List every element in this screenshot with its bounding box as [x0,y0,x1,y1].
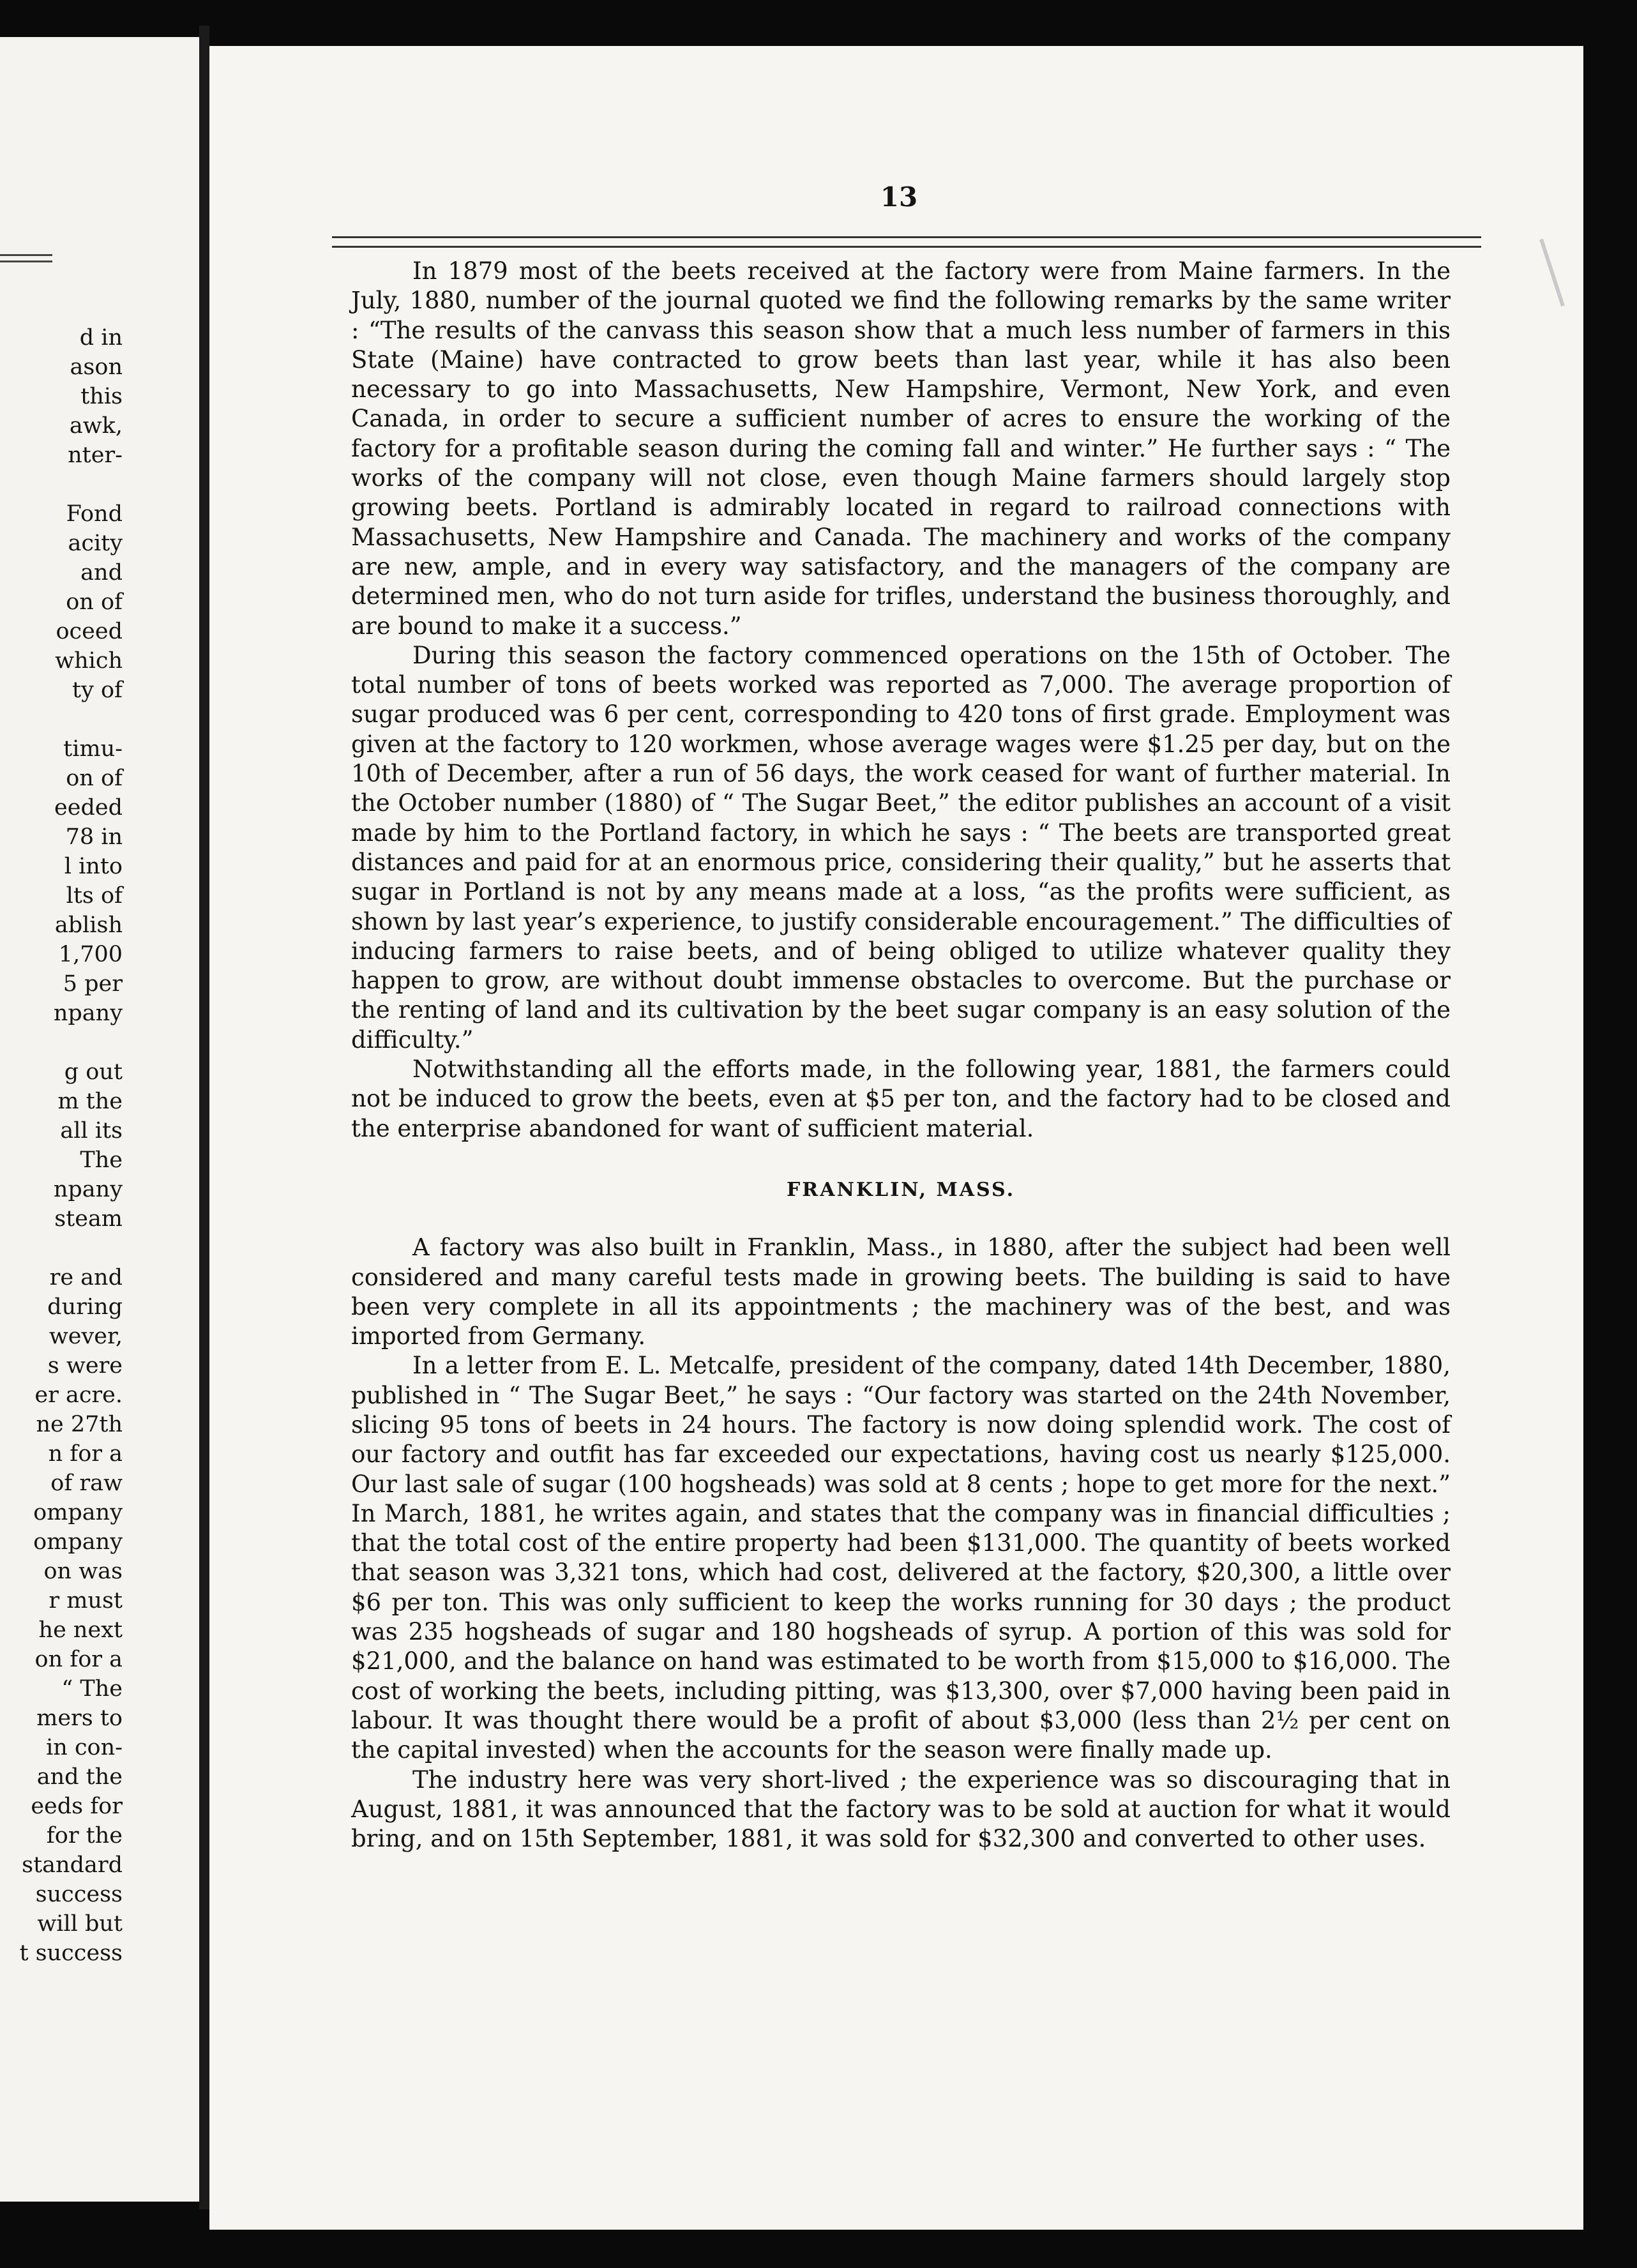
page-edge-mark [1539,239,1565,306]
left-page-gap [0,1028,123,1057]
body-paragraph: In 1879 most of the beets received at the factory were from Maine farmers. In the July, 1880, number of the journal quoted we find the following remarks by the same writer : “The results of the canvass this season show that a much less number of farmers in this State (Maine) have contracted to grow beets than last year, while it has also been necessary to go into Massachusetts, New Hampshire, Vermont, New York, and even Canada, in order to secure a sufficient number of acres to ensure the working of the factory for a profitable season during the coming fall and winter.” He further says : “ The works of the company will not close, even though Maine farmers should largely stop growing beets. Portland is admirably located in regard to railroad connections with Massachusetts, New Hampshire and Canada. The machinery and works of the company are new, ample, and in every way satisfactory, and the managers of the company are determined men, who do not turn aside for trifles, understand the business thoroughly, and are bound to make it a success.” [351,257,1451,640]
left-page-line: which [55,648,123,674]
body-paragraph: Notwithstanding all the efforts made, in the following year, 1881, the farmers could not be induced to grow the beets, even at $5 per ton, and the factory had to be closed and the enterprise abandoned for want of sufficient material. [351,1055,1451,1142]
left-page-line: steam [54,1206,123,1232]
left-page-line: and the [36,1764,123,1790]
left-page-line: this [80,384,123,409]
left-page-line: 1,700 [58,942,123,967]
left-page-line: success [35,1882,123,1907]
left-page-line: 5 per [63,971,123,997]
left-page-line: nter- [68,442,123,468]
left-page-line: ty of [72,677,123,703]
body-paragraph: In a letter from E. L. Metcalfe, president of the company, dated 14th December, 1880, published in “ The Sugar Beet,” he says : “Our factory was started on the 24th November, slicing 95 tons of beets in 24 hours. The factory is now doing splendid work. The cost of our factory and outfit has far exceeded our expectations, having cost us nearly $125,000. Our last sale of sugar (100 hogsheads) was sold at 8 cents ; hope to get more for the next.” In March, 1881, he writes again, and states that the company was in financial difficulties ; that the total cost of the entire property had been $131,000. The quantity of beets worked that season was 3,321 tons, which had cost, delivered at the factory, $20,300, a little over $6 per ton. This was only sufficient to keep the works running for 30 days ; the product was 235 hogsheads of sugar and 180 hogsheads of syrup. A portion of this was sold for $21,000, and the balance on hand was estimated to be worth from $15,000 to $16,000. The cost of working the beets, including pitting, was $13,300, over $7,000 having been paid in labour. It was thought there would be a profit of about $3,000 (less than 2½ per cent on the capital invested) when the accounts for the season were finally made up. [351,1352,1451,1764]
left-page-line: of raw [50,1470,123,1496]
left-page-line: m the [57,1089,123,1114]
left-page-line: in con- [46,1735,123,1760]
left-page-gap [0,705,123,734]
left-page-rule [0,254,52,256]
left-page-line: The [80,1147,123,1173]
left-page-line: ablish [54,912,123,938]
left-page-line: er acre. [34,1382,123,1408]
left-page-line: on was [43,1559,123,1584]
left-page-line: “ The [61,1676,123,1702]
left-page-line: ne 27th [36,1412,123,1437]
left-page-rule [0,261,52,262]
left-page-line: s were [47,1353,123,1379]
left-page-gap [0,1234,123,1263]
left-page-line: timu- [63,736,123,762]
left-page-line: r must [49,1588,123,1614]
left-page-line: oceed [56,619,123,644]
left-page-line: on of [66,589,123,615]
left-page-line: during [47,1294,123,1320]
page-number: 13 [880,181,918,213]
left-page-line: on of [66,766,123,791]
left-page-line: l into [64,854,123,879]
left-page-line: npany [53,1177,123,1202]
section-heading: FRANKLIN, MASS. [786,1178,1016,1201]
header-double-rule [332,236,1481,248]
left-page-gap [0,470,123,499]
left-page-line: 78 in [65,824,123,850]
left-page-line: for the [46,1823,123,1848]
left-page-line: mers to [36,1705,123,1731]
left-page-line: d in [79,325,123,351]
left-page-line: he next [38,1617,123,1643]
body-paragraph: The industry here was very short-lived ; the experience was so discouraging that in August, 1881, it was announced that the factory was to be sold at auction for what it would bring, and on 15th September, 1881, it was sold for $32,300 and converted to other uses. [351,1765,1451,1853]
left-page-line: ompany [33,1500,123,1525]
left-page-line: acity [68,531,123,556]
left-page-line: n for a [48,1441,123,1467]
left-page-fragment [0,37,199,2202]
left-page-line: re and [49,1265,123,1290]
left-page-line: lts of [66,883,123,909]
left-page-line: wever, [49,1324,123,1349]
body-paragraph: A factory was also built in Franklin, Mass., in 1880, after the subject had been well considered and many careful tests made in growing beets. The building is said to have been very complete in all its appointments ; the machinery was of the best, and was imported from Germany. [351,1234,1451,1350]
left-page-line: ason [70,354,123,380]
body-paragraph: During this season the factory commenced operations on the 15th of October. The total number of tons of beets worked was reported as 7,000. The average proportion of sugar produced was 6 per cent, corresponding to 420 tons of first grade. Employment was given at the factory to 120 workmen, whose average wages were $1.25 per day, but on the 10th of December, after a run of 56 days, the work ceased for want of further material. In the October number (1880) of “ The Sugar Beet,” the editor publishes an account of a visit made by him to the Portland factory, in which he says : “ The beets are transported great distances and paid for at an enormous price, considering their quality,” but he asserts that sugar in Portland is not by any means made at a loss, “as the profits were sufficient, as shown by last year’s experience, to justify considerable encouragement.” The difficulties of inducing farmers to raise beets, and of being obliged to utilize whatever quality they happen to grow, are without doubt immense obstacles to overcome. But the purchase or the renting of land and its cultivation by the beet sugar company is an easy solution of the difficulty.” [351,641,1451,1054]
left-page-line: npany [53,1001,123,1026]
left-page-line: eeds for [31,1794,123,1819]
left-page-line: on for a [34,1647,123,1672]
left-page-line: all its [60,1118,123,1144]
left-page-line: awk, [69,413,123,439]
left-page-line: ompany [33,1529,123,1555]
page-body [351,257,1451,1854]
left-page-line: standard [22,1852,123,1878]
left-page-line: eeded [54,795,123,820]
page-gutter [199,26,209,2209]
left-page-text [0,323,123,1968]
main-page [209,46,1583,2230]
left-page-line: will but [37,1911,123,1937]
left-page-line: and [80,560,123,586]
left-page-line: Fond [66,501,123,527]
left-page-line: g out [64,1059,123,1085]
left-page-line: t success [19,1940,123,1966]
